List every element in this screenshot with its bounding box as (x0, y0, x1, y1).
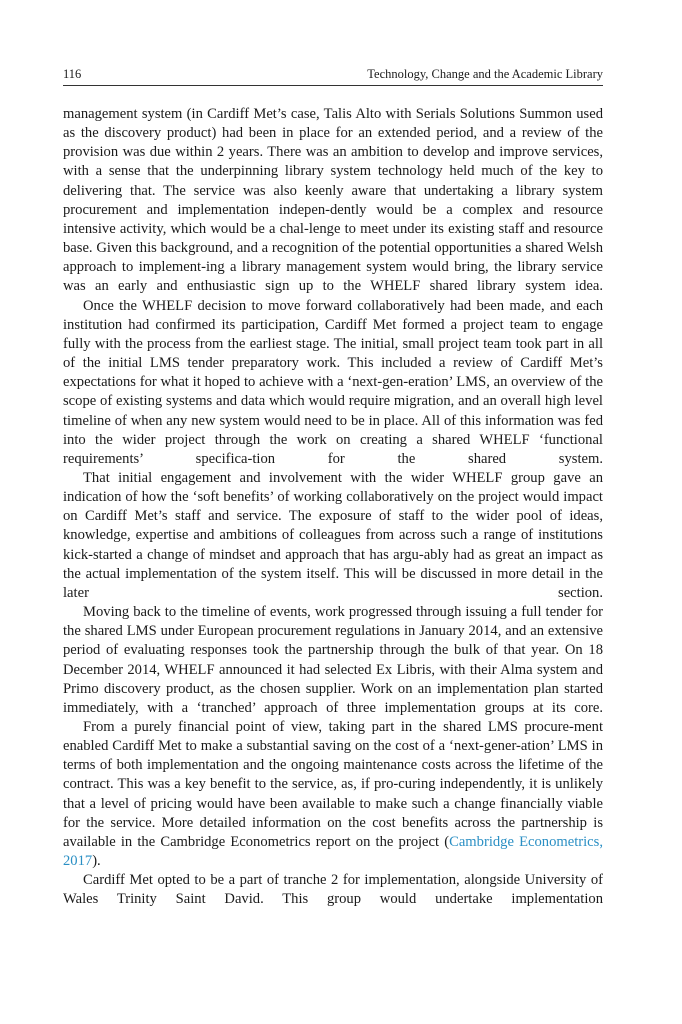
paragraph-3: That initial engagement and involvement with the wider WHELF group gave an indication of how the ‘soft benefits’ of working collaboratively on the project would impact on Cardiff Met’s staff and service. The exposure of staff to the wider pool of ideas, knowledge, expertise and ambitions of colleagues from across such a range of institutions kick-started a change of mindset and approach that has argu-ably had as great an impact as the actual implementation of the system itself. This will be discussed in more detail in the later section. (63, 469, 603, 601)
running-title: Technology, Change and the Academic Library (367, 67, 603, 81)
paragraph-5 (63, 718, 603, 871)
running-header (63, 66, 603, 82)
paragraph-4: Moving back to the timeline of events, work progressed through issuing a full tender for the shared LMS under European procurement regulations in January 2014, and an extensive period of evaluating responses took the partnership through the bulk of that year. On 18 December 2014, WHELF announced it had selected Ex Libris, with their Alma system and Primo discovery product, as the chosen supplier. Work on an implementation plan started immediately, with a ‘tranched’ approach of three implementation groups at its core. (63, 604, 603, 716)
citation-link[interactable]: Cambridge Econometrics, 2017 (63, 833, 603, 870)
paragraph-2: Once the WHELF decision to move forward collaboratively had been made, and each institution had confirmed its participation, Cardiff Met formed a project team to engage fully with the process from the earliest stage. The initial, small project team took part in all of the initial LMS tender preparatory work. This included a review of Cardiff Met’s expectations for what it hoped to achieve with a ‘next-gen-eration’ LMS, an overview of the scope of existing systems and data which would require migration, and an overall high level timeline of when any new system would need to be in place. All of this information was fed into the wider project through the work on creating a shared WHELF ‘functional requirements’ specifica-tion for the shared system. (63, 297, 603, 467)
paragraph-5-text: From a purely financial point of view, taking part in the shared LMS procure-ment enabled Cardiff Met to make a substantial saving on the cost of a ‘next-gener-ation’ LMS in terms of both implementation and the ongoing maintenance costs across the lifetime of the contract. This was a key benefit to the service, as, if pro-curing independently, it is unlikely that a level of pricing would have been available to make such a change financially viable for the service. More detailed information on the cost benefits across the partnership is available in the Cambridge Econometrics report on the project ( (63, 719, 603, 850)
paragraph-5-closing: ). (92, 853, 101, 870)
page-number: 116 (63, 67, 82, 81)
paragraph-1: management system (in Cardiff Met’s case, Talis Alto with Serials Solutions Summon used as the discovery product) had been in place for an extended period, and a review of the provision was due within 2 years. There was an ambition to develop and improve services, with a sense that the underpinning library system technology held much of the key to delivering that. The service was also keenly aware that undertaking a library system procurement and implementation indepen-dently would be a complex and resource intensive activity, which would be a chal-lenge to meet under its existing staff and resource base. Given this background, and a recognition of the potential opportunities a shared Welsh approach to implement-ing a library management system would bring, the library service was an early and enthusiastic sign up to the WHELF shared library system idea. (63, 106, 603, 295)
body-text (63, 105, 603, 910)
paragraph-6: Cardiff Met opted to be a part of tranche 2 for implementation, alongside University of Wales Trinity Saint David. This group would undertake implementation (63, 872, 603, 908)
header-rule (63, 85, 603, 86)
